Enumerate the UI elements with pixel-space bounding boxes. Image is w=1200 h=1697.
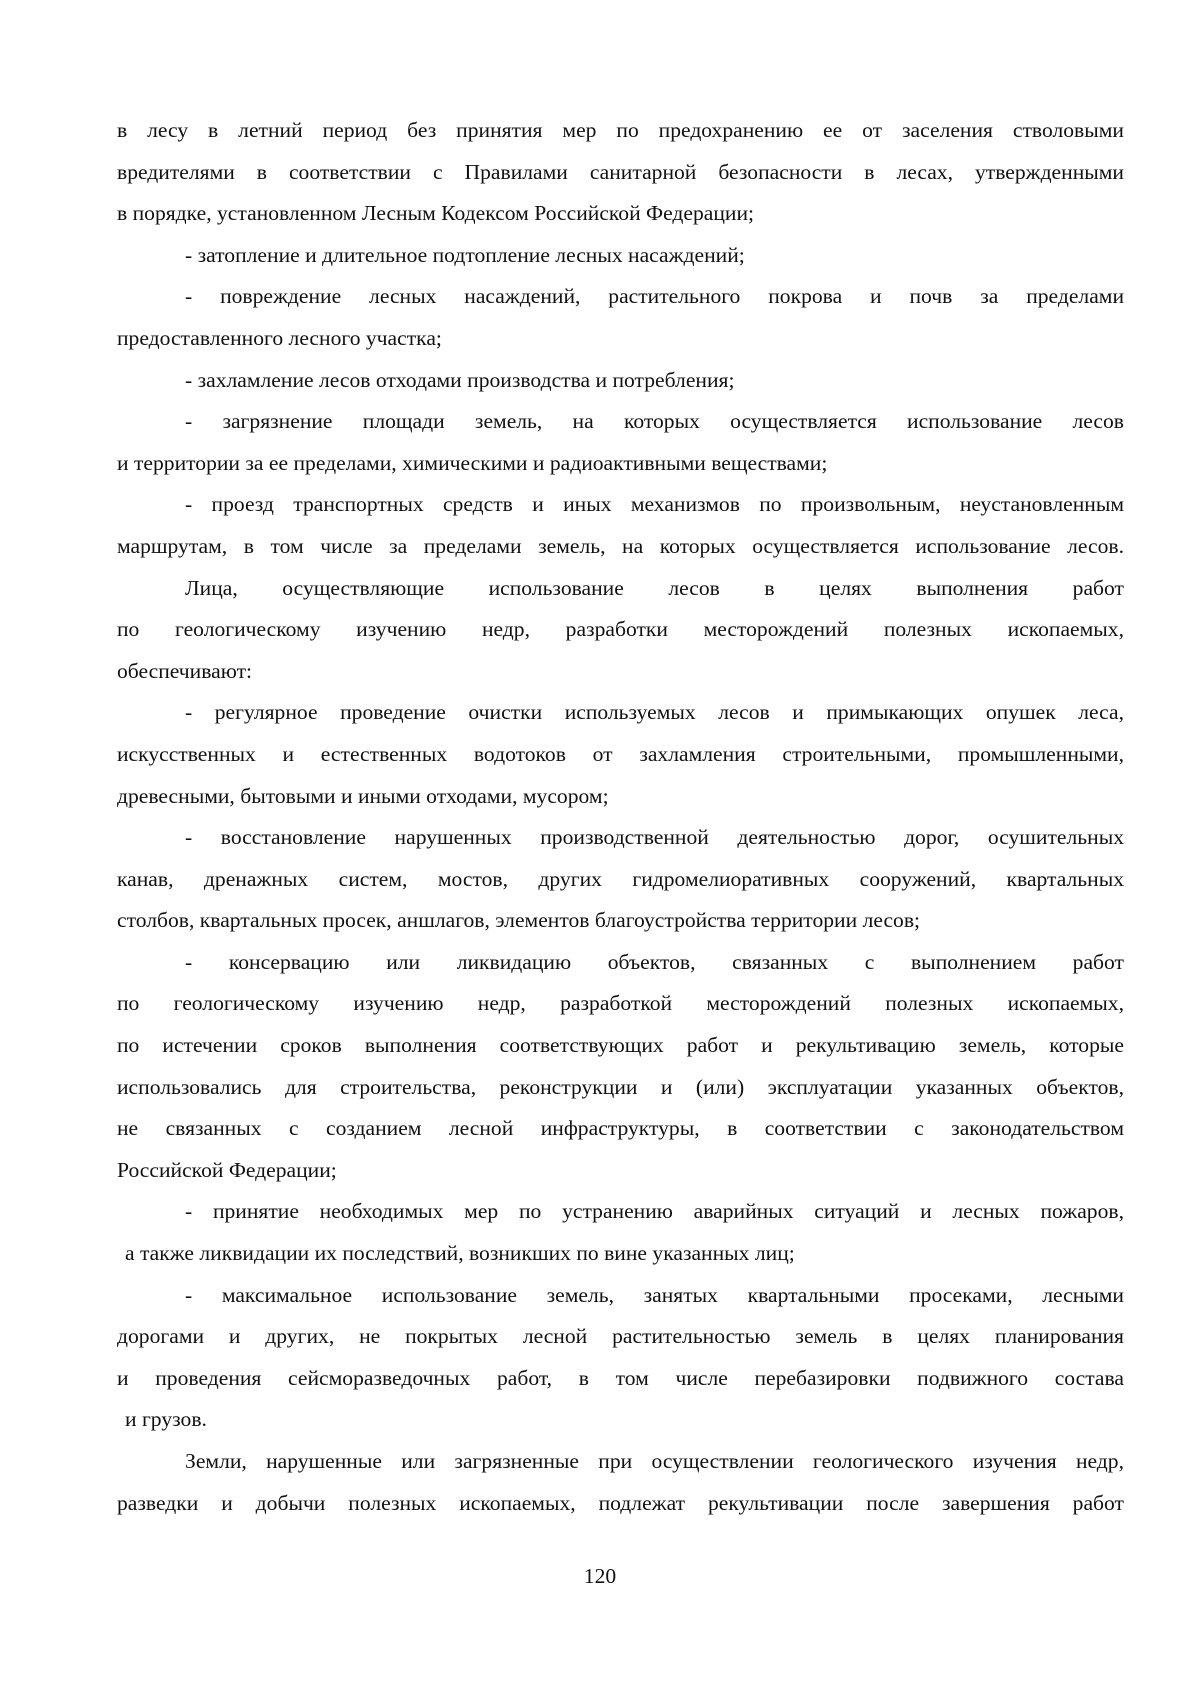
text-line: и территории за ее пределами, химическими и радиоактивными веществами;	[117, 450, 828, 475]
text-line: искусственных и естественных водотоков от захламления строительными, промышленными,	[117, 741, 1124, 766]
text-line: и грузов.	[125, 1407, 207, 1432]
text-line: - проезд транспортных средств и иных механизмов по произвольным, неустановленным	[185, 492, 1124, 517]
text-line: - восстановление нарушенных производственной деятельностью дорог, осушительных	[185, 825, 1124, 850]
text-line: не связанных с созданием лесной инфраструктуры, в соответствии с законодательством	[117, 1116, 1124, 1141]
text-line: - затопление и длительное подтопление лесных насаждений;	[185, 242, 745, 267]
text-line: - регулярное проведение очистки используемых лесов и примыкающих опушек леса,	[185, 700, 1124, 725]
page-number: 120	[583, 1564, 617, 1588]
text-line: а также ликвидации их последствий, возникших по вине указанных лиц;	[125, 1241, 795, 1266]
text-line: столбов, квартальных просек, аншлагов, элементов благоустройства территории лесов;	[117, 908, 921, 933]
text-line: Лица, осуществляющие использование лесов в целях выполнения работ	[185, 575, 1124, 600]
text-line: обеспечивают:	[117, 658, 253, 683]
text-line: - загрязнение площади земель, на которых осуществляется использование лесов	[185, 409, 1124, 434]
text-line: дорогами и других, не покрытых лесной растительностью земель в целях планирования	[117, 1324, 1124, 1349]
text-line: древесными, бытовыми и иными отходами, мусором;	[117, 783, 609, 808]
text-line: канав, дренажных систем, мостов, других гидромелиоративных сооружений, квартальных	[117, 866, 1124, 891]
text-line: - повреждение лесных насаждений, растительного покрова и почв за пределами	[185, 284, 1124, 309]
text-line: - захламление лесов отходами производства и потребления;	[185, 367, 735, 392]
text-line: - принятие необходимых мер по устранению аварийных ситуаций и лесных пожаров,	[185, 1199, 1124, 1224]
text-line: в лесу в летний период без принятия мер по предохранению ее от заселения стволовыми	[117, 118, 1124, 142]
text-line: по геологическому изучению недр, разработкой месторождений полезных ископаемых,	[117, 991, 1124, 1016]
text-line: Земли, нарушенные или загрязненные при осуществлении геологического изучения недр,	[185, 1449, 1124, 1473]
document-page	[117, 110, 1124, 1610]
text-line: по геологическому изучению недр, разработки месторождений полезных ископаемых,	[117, 617, 1124, 642]
text-line: - консервацию или ликвидацию объектов, связанных с выполнением работ	[185, 949, 1124, 974]
text-line: маршрутам, в том числе за пределами земель, на которых осуществляется использование лесов.	[117, 533, 1124, 558]
text-line: Российской Федерации;	[117, 1157, 337, 1182]
text-line: разведки и добычи полезных ископаемых, подлежат рекультивации после завершения работ	[117, 1490, 1124, 1515]
text-line: предоставленного лесного участка;	[117, 325, 442, 350]
text-line: вредителями в соответствии с Правилами санитарной безопасности в лесах, утвержденными	[117, 159, 1124, 184]
text-line: в порядке, установленном Лесным Кодексом Российской Федерации;	[117, 201, 755, 226]
text-line: - максимальное использование земель, занятых квартальными просеками, лесными	[185, 1282, 1124, 1307]
text-line: по истечении сроков выполнения соответствующих работ и рекультивацию земель, которые	[117, 1033, 1124, 1058]
text-line: и проведения сейсморазведочных работ, в том числе перебазировки подвижного состава	[117, 1365, 1124, 1390]
text-line: использовались для строительства, реконструкции и (или) эксплуатации указанных объектов,	[117, 1074, 1124, 1099]
